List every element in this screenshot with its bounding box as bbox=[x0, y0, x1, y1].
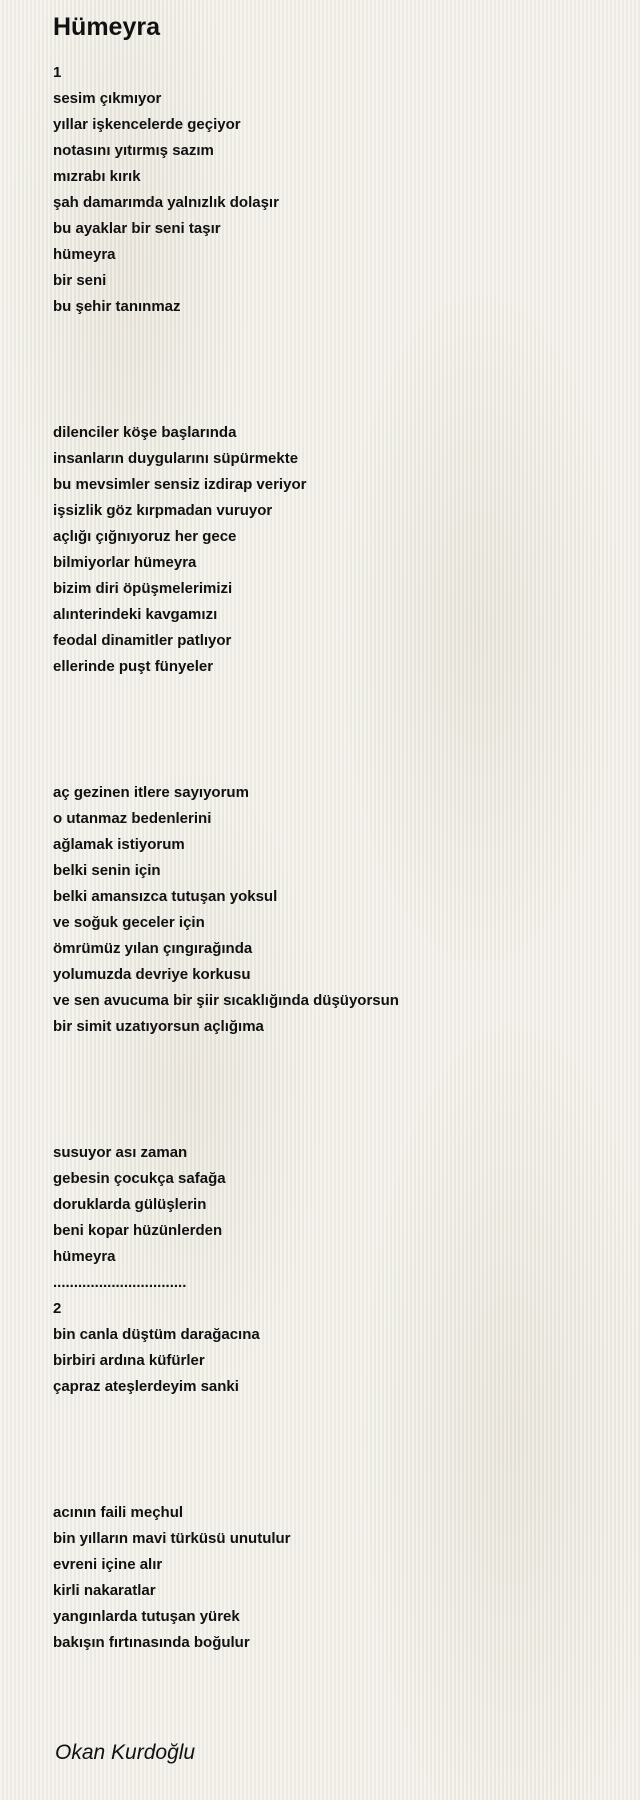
poem-line: bin canla düştüm darağacına bbox=[53, 1326, 260, 1343]
poem-line: feodal dinamitler patlıyor bbox=[53, 632, 232, 649]
poem-line: notasını yıtırmış sazım bbox=[53, 142, 214, 159]
poem-line: bakışın fırtınasında boğulur bbox=[53, 1634, 250, 1651]
poem-line: bir seni bbox=[53, 272, 107, 289]
poem-line: yangınlarda tutuşan yürek bbox=[53, 1608, 240, 1625]
author-name[interactable]: Okan Kurdoğlu bbox=[55, 1741, 196, 1764]
poem-line: aç gezinen itlere sayıyorum bbox=[53, 784, 249, 801]
stanza-gap bbox=[53, 680, 613, 780]
poem-line: belki amansızca tutuşan yoksul bbox=[53, 888, 278, 905]
poem-line: ağlamak istiyorum bbox=[53, 836, 185, 853]
poem-line: birbiri ardına küfürler bbox=[53, 1352, 205, 1369]
poem-line: o utanmaz bedenlerini bbox=[53, 810, 212, 827]
poem-line: çapraz ateşlerdeyim sanki bbox=[53, 1378, 239, 1395]
stanza bbox=[53, 60, 613, 320]
poem-line: alınterindeki kavgamızı bbox=[53, 606, 218, 623]
poem-line: susuyor ası zaman bbox=[53, 1144, 188, 1161]
poem-line: açlığı çığnıyoruz her gece bbox=[53, 528, 237, 545]
poem-line: beni kopar hüzünlerden bbox=[53, 1222, 223, 1239]
poem-line: evreni içine alır bbox=[53, 1556, 163, 1573]
poem-line: bu şehir tanınmaz bbox=[53, 298, 181, 315]
poem-line: dilenciler köşe başlarında bbox=[53, 424, 237, 441]
poem-line: belki senin için bbox=[53, 862, 161, 879]
poem-line: yıllar işkencelerde geçiyor bbox=[53, 116, 241, 133]
poem-line: ve soğuk geceler için bbox=[53, 914, 205, 931]
poem-line: şah damarımda yalnızlık dolaşır bbox=[53, 194, 279, 211]
stanza bbox=[53, 420, 613, 680]
poem-line: bir simit uzatıyorsun açlığıma bbox=[53, 1018, 264, 1035]
poem-line: gebesin çocukça safağa bbox=[53, 1170, 226, 1187]
poem-line: bu mevsimler sensiz izdirap veriyor bbox=[53, 476, 307, 493]
stanza-gap bbox=[53, 1400, 613, 1500]
stanza-gap bbox=[53, 320, 613, 420]
poem-line: yolumuzda devriye korkusu bbox=[53, 966, 251, 983]
poem-line: acının faili meçhul bbox=[53, 1504, 184, 1521]
poem-line: 2 bbox=[53, 1300, 62, 1317]
poem-line: kirli nakaratlar bbox=[53, 1582, 156, 1599]
poem-line: ................................ bbox=[53, 1274, 187, 1291]
poem-line: işsizlik göz kırpmadan vuruyor bbox=[53, 502, 273, 519]
poem-line: ömrümüz yılan çıngırağında bbox=[53, 940, 253, 957]
poem-line: insanların duygularını süpürmekte bbox=[53, 450, 299, 467]
stanza bbox=[53, 1500, 613, 1656]
poem-body bbox=[53, 60, 613, 1656]
stanza bbox=[53, 780, 613, 1040]
poem-line: doruklarda gülüşlerin bbox=[53, 1196, 207, 1213]
poem-line: ve sen avucuma bir şiir sıcaklığında düşüyorsun bbox=[53, 992, 399, 1009]
poem-line: hümeyra bbox=[53, 246, 116, 263]
poem-line: bu ayaklar bir seni taşır bbox=[53, 220, 221, 237]
poem-line: 1 bbox=[53, 64, 62, 81]
poem-line: sesim çıkmıyor bbox=[53, 90, 162, 107]
poem-line: mızrabı kırık bbox=[53, 168, 141, 185]
stanza-gap bbox=[53, 1040, 613, 1140]
stanza bbox=[53, 1140, 613, 1400]
poem-title: Hümeyra bbox=[53, 13, 160, 41]
poem-page bbox=[53, 0, 613, 1656]
poem-line: bin yılların mavi türküsü unutulur bbox=[53, 1530, 291, 1547]
poem-line: ellerinde puşt fünyeler bbox=[53, 658, 214, 675]
poem-line: bilmiyorlar hümeyra bbox=[53, 554, 197, 571]
poem-line: hümeyra bbox=[53, 1248, 116, 1265]
poem-line: bizim diri öpüşmelerimizi bbox=[53, 580, 233, 597]
